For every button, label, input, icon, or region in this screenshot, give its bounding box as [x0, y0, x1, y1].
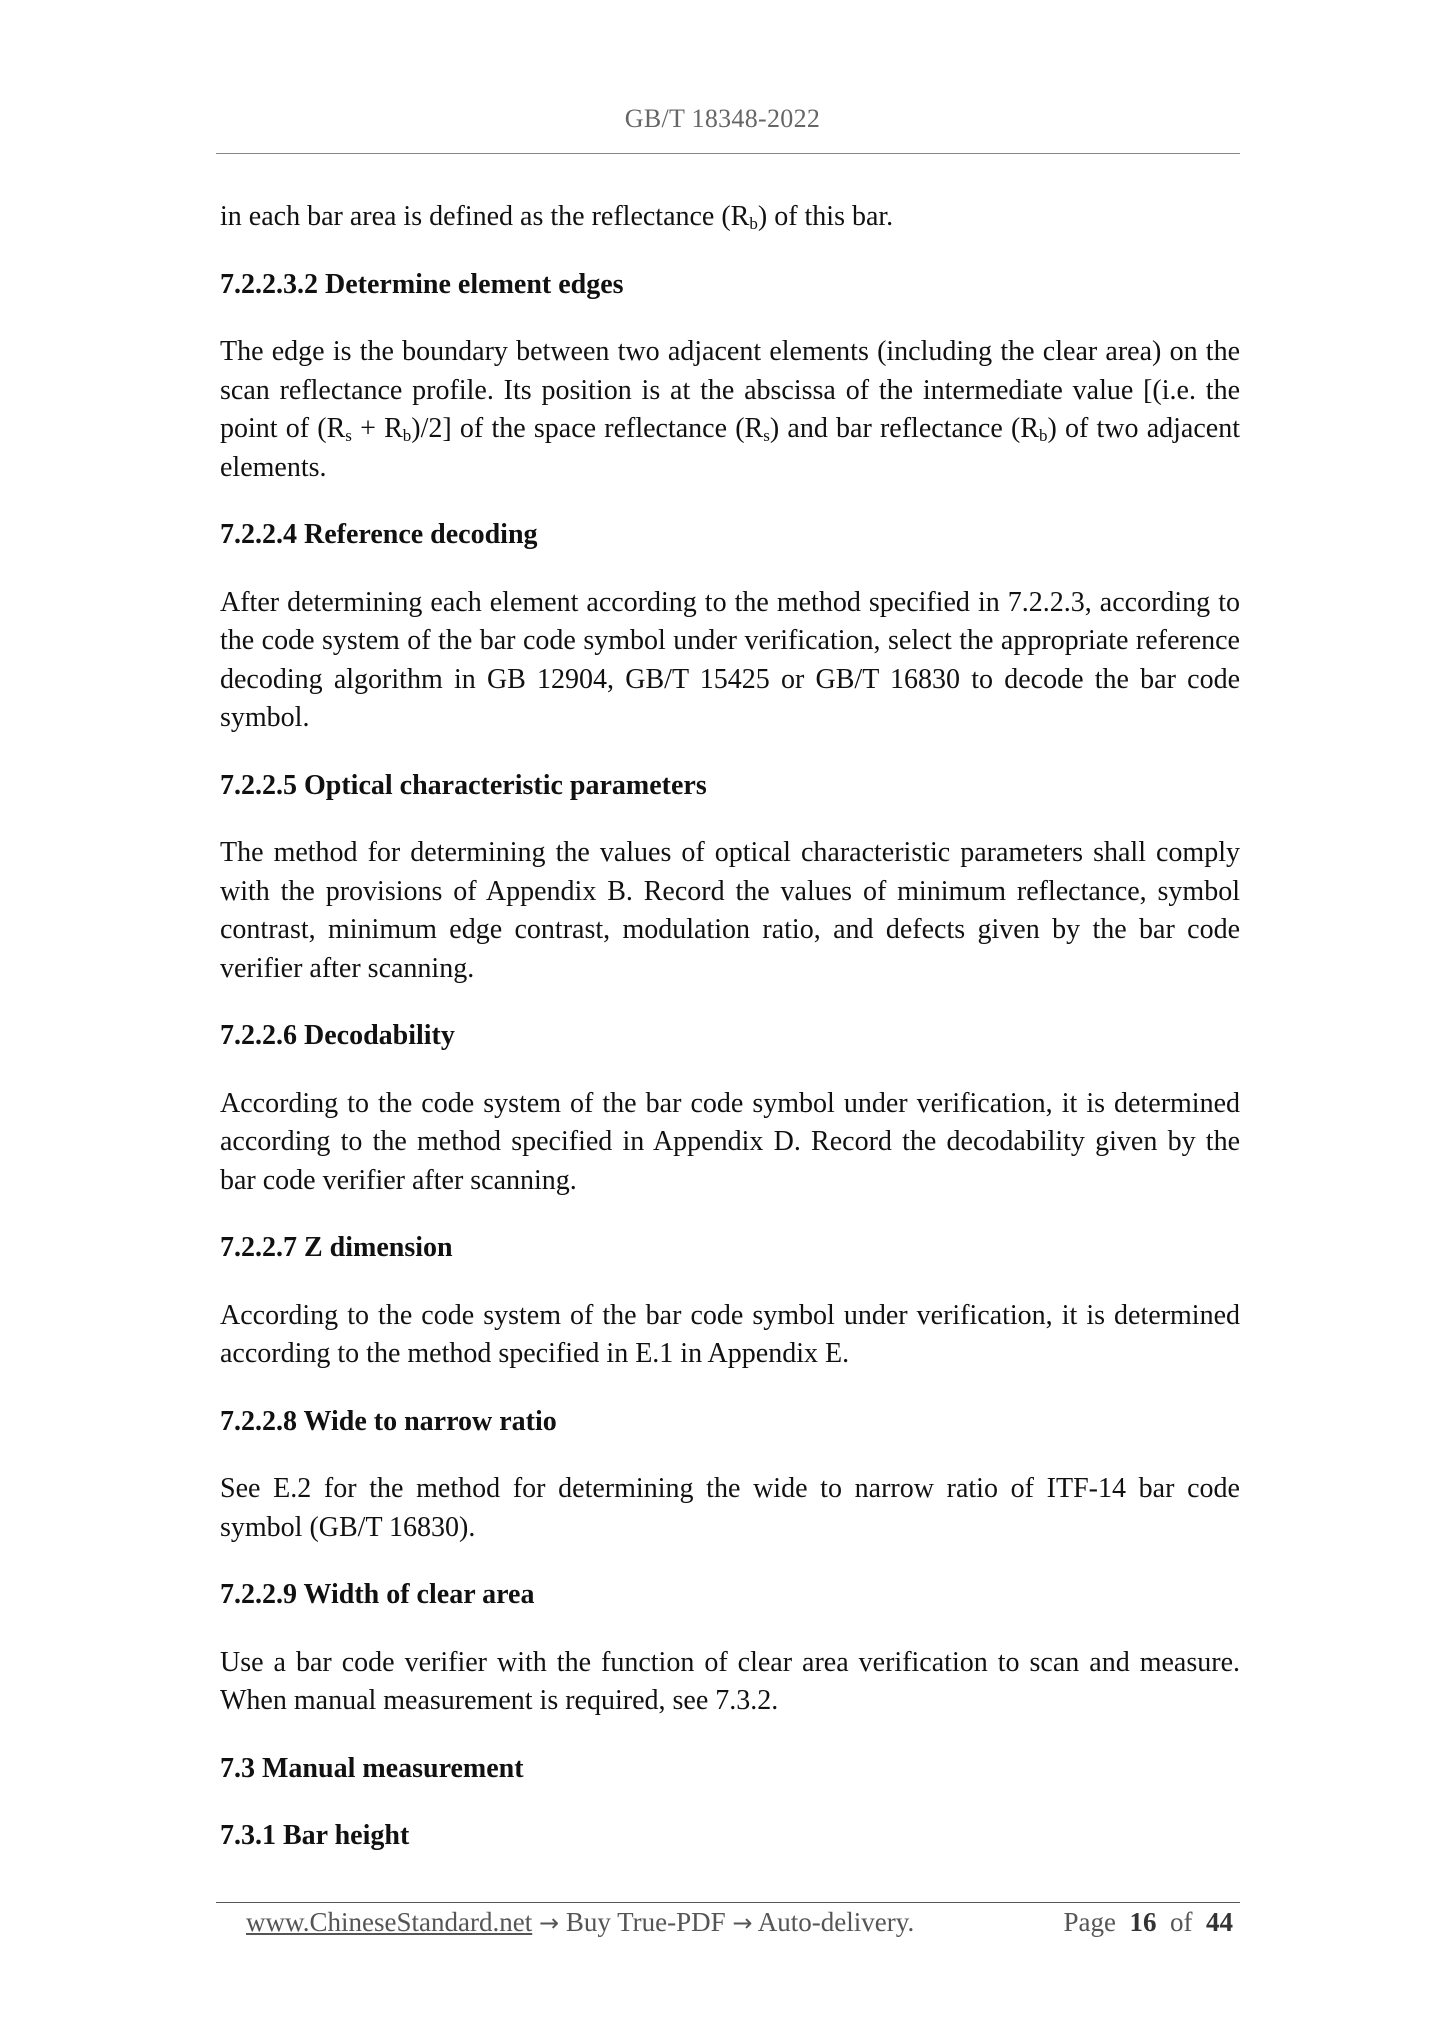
arrow-right-icon: →	[538, 1909, 560, 1937]
heading-7-2-2-7: 7.2.2.7 Z dimension	[220, 1232, 453, 1263]
buy-true-pdf-text: Buy True-PDF	[565, 1907, 726, 1937]
running-header: GB/T 18348-2022	[624, 104, 821, 133]
page-number: 16	[1129, 1907, 1157, 1937]
heading-7-2-2-6: 7.2.2.6 Decodability	[220, 1020, 455, 1051]
footer-links	[246, 1907, 914, 1938]
heading-7-2-2-9: 7.2.2.9 Width of clear area	[220, 1579, 535, 1610]
paragraph-element-edges: The edge is the boundary between two adjacent elements (including the clear area) on the scan reflectance profile. Its position is at the abscissa of the intermediate value [(i.e. the point of $(R_s + R_b)/2$] of the space reflectance $(R_s)$ and bar reflectance $(R_b)$ of two adjacent elements.	[220, 336, 1240, 483]
document-body	[220, 198, 1240, 1856]
header-divider	[216, 153, 1240, 154]
paragraph-decodability: According to the code system of the bar code symbol under verification, it is determined according to the method specified in Appendix D. Record the decodability given by the bar code verifier after scanning.	[220, 1087, 1240, 1196]
auto-delivery-text: Auto-delivery.	[757, 1907, 915, 1937]
paragraph-continued: in each bar area is defined as the reflectance $(R_b)$ of this bar.	[220, 201, 894, 233]
page-total: 44	[1206, 1907, 1233, 1937]
page-indicator	[1064, 1907, 1233, 1938]
heading-7-3-1: 7.3.1 Bar height	[220, 1820, 410, 1851]
paragraph-reference-decoding: After determining each element according to the method specified in 7.2.2.3, according to the code system of the bar code symbol under verification, select the appropriate reference decoding algorithm in GB 12904, GB/T 15425 or GB/T 16830 to decode the bar code symbol.	[220, 586, 1240, 733]
paragraph-clear-area: Use a bar code verifier with the function of clear area verification to scan and measure. When manual measurement is required, see 7.3.2.	[220, 1646, 1240, 1716]
paragraph-z-dimension: According to the code system of the bar code symbol under verification, it is determined according to the method specified in E.1 in Appendix E.	[220, 1299, 1240, 1369]
heading-7-2-2-3-2: 7.2.2.3.2 Determine element edges	[220, 268, 624, 300]
heading-7-2-2-4: 7.2.2.4 Reference decoding	[220, 519, 538, 550]
paragraph-optical-parameters: The method for determining the values of optical characteristic parameters shall comply with the provisions of Appendix B. Record the values of minimum reflectance, symbol contrast, minimum edge contrast, modulation ratio, and defects given by the bar code verifier after scanning.	[220, 837, 1240, 984]
footer-divider	[216, 1902, 1240, 1903]
of-label: of	[1170, 1907, 1193, 1937]
heading-7-2-2-5: 7.2.2.5 Optical characteristic parameters	[220, 769, 707, 801]
paragraph-wide-narrow-ratio: See E.2 for the method for determining the wide to narrow ratio of ITF-14 bar code symbol (GB/T 16830).	[220, 1473, 1240, 1543]
page-label: Page	[1063, 1907, 1116, 1937]
heading-7-3: 7.3 Manual measurement	[220, 1752, 524, 1784]
heading-7-2-2-8: 7.2.2.8 Wide to narrow ratio	[220, 1405, 557, 1437]
arrow-right-icon: →	[732, 1909, 753, 1937]
chinesestandard-link[interactable]: www.ChineseStandard.net	[246, 1907, 533, 1937]
